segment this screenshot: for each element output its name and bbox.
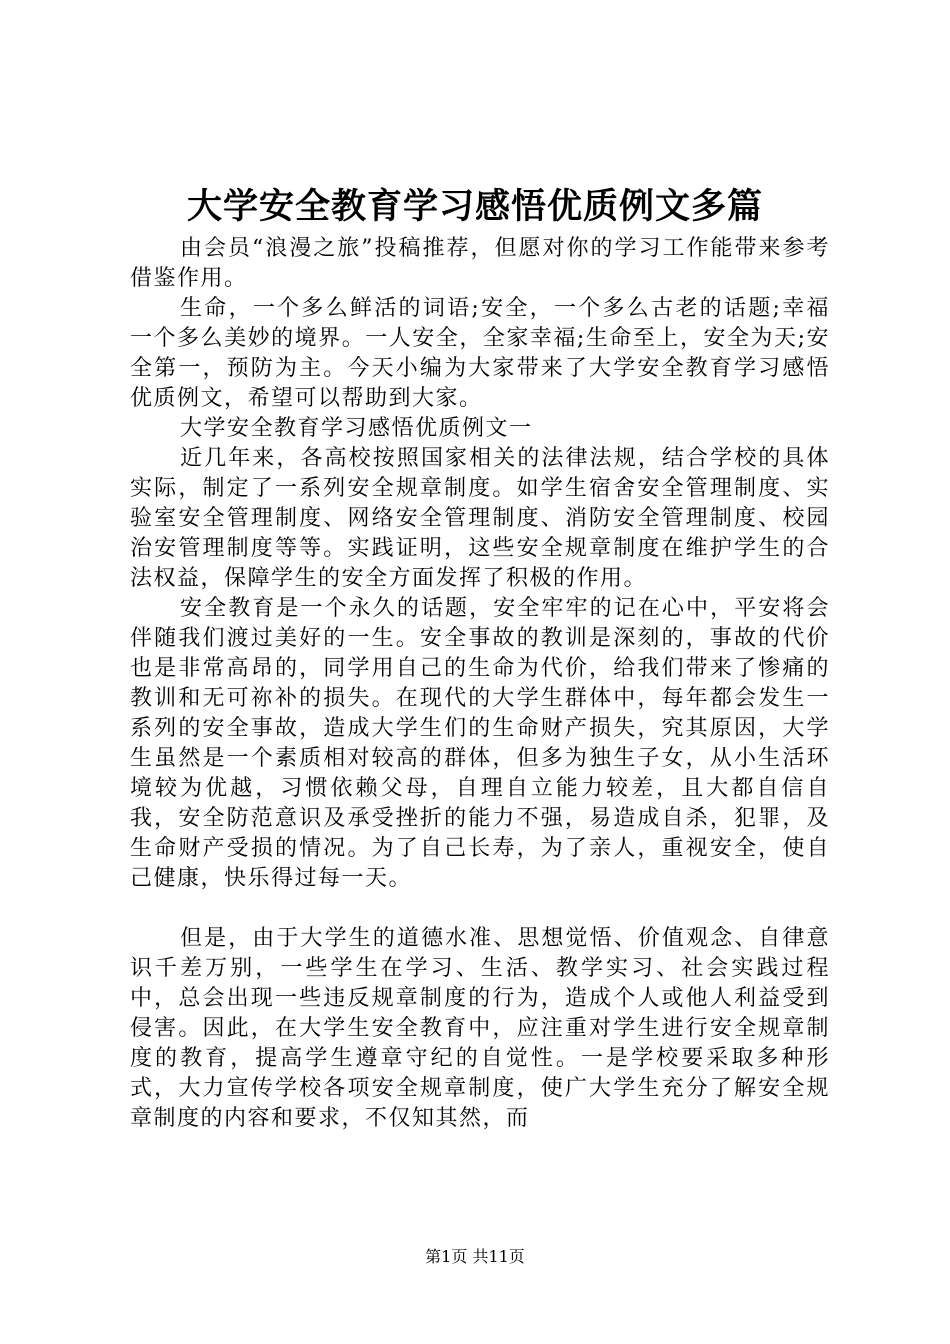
preface-paragraph: 生命，一个多么鲜活的词语;安全，一个多么古老的话题;幸福一个多么美妙的境界。一人安全，全家幸福;生命至上，安全为天;安全第一，预防为主。今天小编为大家带来了大学安全教育学习感悟优质例文，希望可以帮助到大家。 xyxy=(130,296,830,411)
body-paragraph-3: 但是，由于大学生的道德水准、思想觉悟、价值观念、自律意识千差万别，一些学生在学习、生活、教学实习、社会实践过程中，总会出现一些违反规章制度的行为，造成个人或他人利益受到侵害。因此，在大学生安全教育中，应注重对学生进行安全规章制度的教育，提高学生遵章守纪的自觉性。一是学校要采取多种形式，大力宣传学校各项安全规章制度，使广大学生充分了解安全规章制度的内容和要求，不仅知其然，而 xyxy=(130,926,830,1131)
intro-paragraph: 由会员“浪漫之旅”投稿推荐，但愿对你的学习工作能带来参考借鉴作用。 xyxy=(130,236,830,291)
body-paragraph-2: 安全教育是一个永久的话题，安全牢牢的记在心中，平安将会伴随我们渡过美好的一生。安全事故的教训是深刻的，事故的代价也是非常高昂的，同学用自己的生命为代价，给我们带来了惨痛的教训和无可祢补的损失。在现代的大学生群体中，每年都会发生一系列的安全事故，造成大学生们的生命财产损失，究其原因，大学生虽然是一个素质相对较高的群体，但多为独生子女，从小生活环境较为优越，习惯依赖父母，自理自立能力较差，且大都自信自我，安全防范意识及承受挫折的能力不强，易造成自杀，犯罪，及生命财产受损的情况。为了自己长寿，为了亲人，重视安全，使自己健康，快乐得过每一天。 xyxy=(130,596,830,891)
body-paragraph-1: 近几年来，各高校按照国家相关的法律法规，结合学校的具体实际，制定了一系列安全规章制度。如学生宿舍安全管理制度、实验室安全管理制度、网络安全管理制度、消防安全管理制度、校园治安管理制度等等。实践证明，这些安全规章制度在维护学生的合法权益，保障学生的安全方面发挥了积极的作用。 xyxy=(130,446,830,591)
document-title: 大学安全教育学习感悟优质例文多篇 xyxy=(186,186,763,227)
page-footer: 第1页 共11页 xyxy=(425,1247,525,1266)
blank-line xyxy=(130,894,830,924)
document-body xyxy=(130,234,830,1134)
section-heading: 大学安全教育学习感悟优质例文一 xyxy=(180,416,533,441)
